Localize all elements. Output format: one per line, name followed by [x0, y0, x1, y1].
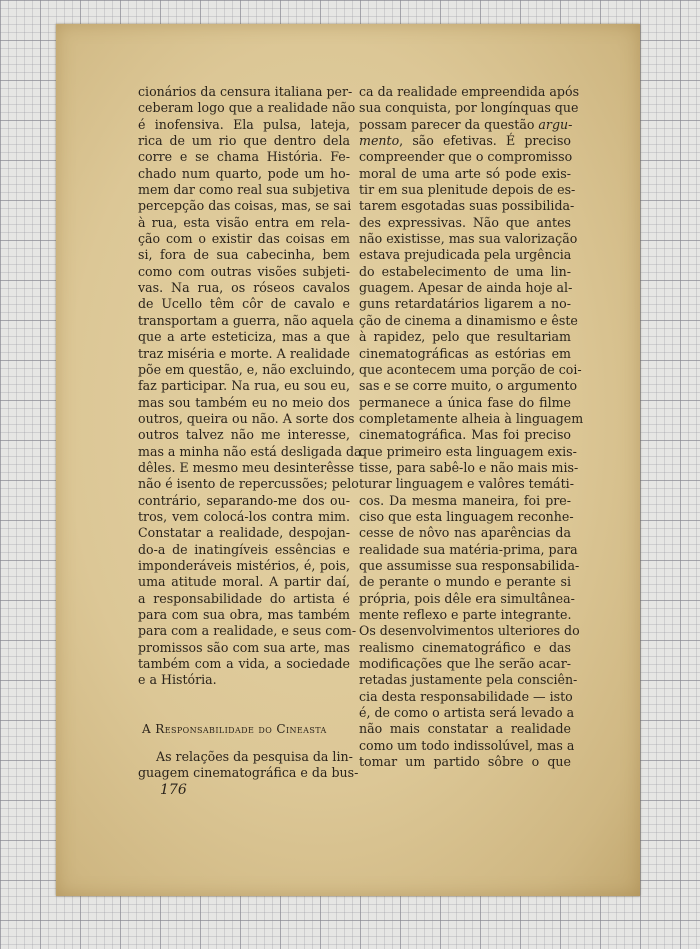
text-line: faz participar. Na rua, eu sou eu, [138, 378, 350, 394]
text-line: cinematográfica. Mas foi preciso [359, 427, 571, 443]
text-line: de perante o mundo e perante si [359, 574, 571, 590]
text-line: ceberam logo que a realidade não [138, 100, 356, 116]
text-line: mente reflexo e parte integrante. [359, 607, 572, 622]
text-line: vas. Na rua, os róseos cavalos [138, 280, 350, 296]
left-paragraph-2 [138, 749, 359, 782]
text-line: também com a vida, a sociedade [138, 656, 350, 672]
text-line: mas a minha não está desligada da [138, 443, 362, 459]
text-line: percepção das coisas, mas, se sai [138, 198, 352, 214]
text-line: dêles. E mesmo meu desinterêsse [138, 459, 355, 475]
text-line: modificações que lhe serão acar- [359, 656, 571, 672]
text-line: sas e se corre muito, o argumento [359, 378, 578, 394]
text-line: tisse, para sabê-lo e não mais mis- [359, 459, 579, 475]
text-line: e a História. [138, 672, 217, 688]
text-line: completamente alheia à linguagem [359, 410, 584, 426]
text-line: tomar um partido sôbre o que [359, 754, 571, 770]
text-line: não existisse, mas sua valorização [359, 231, 578, 247]
text-line: ca da realidade empreendida após [359, 84, 580, 99]
text-line: que a arte esteticiza, mas a que [138, 329, 350, 345]
text-line: Os desenvolvimentos ulteriores do [359, 623, 580, 639]
text-line: corre e se chama História. Fe- [138, 149, 350, 165]
text-line: tarem esgotadas suas possibilida- [359, 198, 575, 214]
text-line: não é isento de repercussões; pelo [138, 476, 359, 492]
text-line: é, de como o artista será levado a [359, 705, 575, 721]
text-line: imponderáveis mistérios, é, pois, [138, 557, 350, 573]
text-line: guagem cinematográfica e da bus- [138, 765, 359, 781]
text-line: de Ucello têm côr de cavalo e [138, 296, 350, 312]
text-line: que assumisse sua responsabilida- [359, 557, 580, 573]
text-line: como um todo indissolúvel, mas a [359, 737, 575, 753]
text-line: des expressivas. Não que antes [359, 214, 571, 230]
text-line: As relações da pesquisa da lin- [156, 749, 353, 765]
text-line: para com sua obra, mas também [138, 607, 350, 622]
text-line: ciso que esta linguagem reconhe- [359, 508, 574, 524]
text-line: ção de cinema a dinamismo e êste [359, 312, 578, 328]
left-column [138, 84, 362, 782]
text-line: cos. Da mesma maneira, foi pre- [359, 492, 571, 508]
text-line: não mais constatar a realidade [359, 721, 571, 737]
text-line: põe em questão, e, não excluindo, [138, 361, 355, 377]
text-line: cinematográficas as estórias em [359, 345, 571, 361]
text-line: estava prejudicada pela urgência [359, 247, 572, 263]
text-line: outros talvez não me interesse, [138, 427, 350, 443]
text-line: permanece a única fase do filme [359, 394, 571, 410]
text-line: própria, pois dêle era simultânea- [359, 590, 575, 606]
text-line: cia desta responsabilidade — isto [359, 688, 573, 704]
text-line: do-a de inatingíveis essências e [138, 541, 350, 557]
section-heading: A Responsabilidade do Cineasta [142, 721, 327, 736]
text-line: cionários da censura italiana per- [138, 84, 353, 99]
text-line: tir em sua plenitude depois de es- [359, 182, 576, 198]
text-line: traz miséria e morte. A realidade [138, 345, 350, 361]
text-line: para com a realidade, e seus com- [138, 623, 357, 639]
text-line: Constatar a realidade, despojan- [138, 525, 350, 541]
left-paragraph-1 [138, 84, 362, 689]
page-number: 176 [160, 782, 187, 798]
text-line: compreender que o compromisso [359, 149, 573, 165]
right-paragraph [359, 84, 584, 770]
book-page [56, 24, 640, 896]
text-line: sua conquista, por longínquas que [359, 100, 579, 116]
text-line: cesse de nôvo nas aparências da [359, 525, 571, 541]
text-line: mem dar como real sua subjetiva [138, 182, 350, 198]
text-line: que acontecem uma porção de coi- [359, 361, 582, 377]
text-line: possam parecer da questão argu- [359, 116, 573, 132]
text-line: é inofensiva. Ela pulsa, lateja, [138, 116, 350, 132]
text-line: à rapidez, pelo que resultariam [359, 329, 571, 345]
text-line: que primeiro esta linguagem exis- [359, 443, 577, 459]
text-line: transportam a guerra, não aquela [138, 312, 354, 328]
text-line: mas sou também eu no meio dos [138, 394, 350, 410]
text-line: outros, queira ou não. A sorte dos [138, 410, 355, 426]
text-line: mento, são efetivas. É preciso [359, 133, 571, 149]
text-line: chado num quarto, pode um ho- [138, 165, 350, 181]
text-line: si, fora de sua cabecinha, bem [138, 247, 350, 263]
text-line: realismo cinematográfico e das [359, 639, 571, 655]
text-line: realidade sua matéria-prima, para [359, 541, 578, 557]
text-line: promissos são com sua arte, mas [138, 639, 350, 655]
text-line: retadas justamente pela consciên- [359, 672, 578, 688]
text-line: turar linguagem e valôres temáti- [359, 476, 574, 492]
text-line: do estabelecimento de uma lin- [359, 263, 571, 279]
text-line: tros, vem colocá-los contra mim. [138, 508, 350, 524]
right-column [359, 84, 584, 770]
text-line: guagem. Apesar de ainda hoje al- [359, 280, 573, 296]
text-line: como com outras visões subjeti- [138, 263, 350, 279]
text-line: uma atitude moral. A partir daí, [138, 574, 350, 590]
text-line: à rua, esta visão entra em rela- [138, 214, 350, 230]
text-line: ção com o existir das coisas em [138, 231, 350, 247]
text-line: guns retardatários ligarem a no- [359, 296, 571, 312]
text-line: rica de um rio que dentro dela [138, 133, 350, 149]
text-line: a responsabilidade do artista é [138, 590, 350, 606]
text-line: contrário, separando-me dos ou- [138, 492, 350, 508]
text-line: moral de uma arte só pode exis- [359, 165, 571, 181]
